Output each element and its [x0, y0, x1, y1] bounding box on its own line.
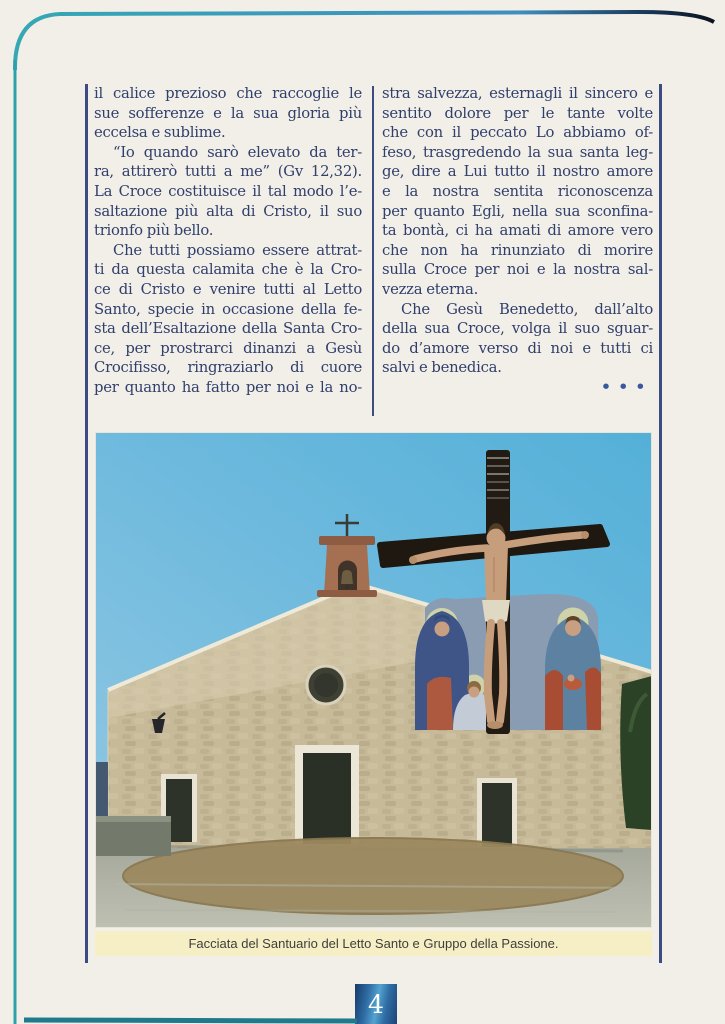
text-line: sulla Croce per noi e la nostra sal-: [382, 261, 653, 279]
text-line: ge, dire a Lui tutto il nostro amore: [382, 163, 653, 181]
text-line: trionfo più bello.: [94, 222, 214, 240]
bell: [341, 570, 353, 584]
text-line: salvi e benedica.: [382, 359, 502, 377]
text-line: e la nostra sentita riconoscenza: [382, 182, 653, 200]
text-line: il calice prezioso che raccoglie le: [94, 85, 362, 102]
oculus-window: [307, 666, 345, 704]
left-border-rule: [85, 84, 88, 963]
text-line: “Io quando sarò elevato da ter-: [113, 143, 362, 161]
top-edge-line: [15, 12, 714, 70]
church-photo-drawing: [95, 432, 652, 928]
text-line: Santo, specie in occasione della fe-: [94, 300, 362, 318]
text-line: sta dell’Esaltazione della Santa Cro-: [94, 320, 362, 338]
central-door: [295, 745, 359, 844]
text-column-right: [382, 84, 653, 378]
text-line: saltazione più alta di Cristo, il suo: [94, 202, 362, 220]
church-photo: [95, 432, 652, 928]
text-line: per quanto ha fatto per noi e la no-: [94, 378, 362, 396]
text-line: che con il peccato Lo abbiamo of-: [382, 124, 653, 142]
photo-caption: Facciata del Santuario del Letto Santo e Gruppo della Passione.: [95, 931, 652, 956]
text-line: feso, trasgredendo la sua santa leg-: [382, 143, 653, 161]
text-line: della sua Croce, volga il suo sguar-: [382, 320, 653, 338]
text-line: ra, attirerò tutti a me” (Gv 12,32).: [94, 163, 362, 181]
section-end-dots: •••: [600, 376, 652, 398]
text-line: sue sofferenze e la sua gloria più: [94, 104, 362, 122]
bottom-edge-line: [24, 1020, 357, 1021]
text-line: Che Gesù Benedetto, dall’alto: [401, 300, 653, 318]
page-number-badge: 4: [355, 984, 397, 1024]
trees-right: [620, 676, 652, 830]
column-divider-rule: [372, 86, 374, 416]
john-figure: [545, 616, 601, 730]
text-line: ce, per prostrarci dinanzi a Gesù: [94, 339, 362, 357]
loincloth: [482, 600, 510, 624]
text-line: ti da questa calamita che è la Cro-: [94, 261, 362, 279]
text-line: Che tutti possiamo essere attrat-: [113, 241, 362, 259]
text-line: sentito dolore per le tante volte: [382, 104, 653, 122]
text-column-left: [94, 84, 362, 398]
text-line: eccelsa e sublime.: [94, 124, 226, 142]
text-line: do d’amore verso di noi e tutti ci: [382, 339, 653, 357]
right-door: [477, 778, 517, 847]
text-line: ta bontà, ci ha amati di amore vero: [382, 222, 653, 240]
right-border-rule: [659, 84, 662, 963]
text-line: La Croce costituisce il tal modo l’e-: [94, 182, 362, 200]
text-line: stra salvezza, esternagli il sincero e: [382, 85, 653, 102]
text-line: ce di Cristo e venire tutti al Letto: [94, 280, 362, 298]
dirt-patch: [123, 838, 623, 914]
text-line: vezza eterna.: [382, 280, 479, 298]
text-line: per quanto Egli, nella sua sconfina-: [382, 202, 653, 220]
text-line: Crocifisso, ringraziarlo di cuore: [94, 359, 362, 377]
text-line: che non ha rinunziato di morire: [382, 241, 653, 259]
